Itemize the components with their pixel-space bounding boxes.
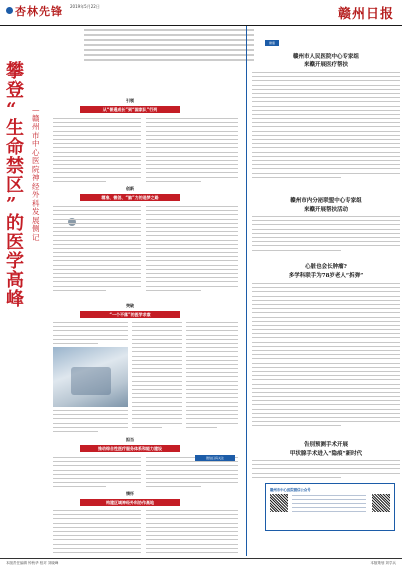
article-text <box>146 206 238 294</box>
article-text <box>53 118 141 184</box>
article-headline: 告别预测手术开展 <box>303 442 348 448</box>
article-subheadline: 甲状腺手术进入“隐痕”新时代 <box>289 451 363 457</box>
section-heading: 构建区域神经外科协作高地 <box>80 499 180 506</box>
article-subheadline: 多学科联手为78岁老人“拆弹” <box>288 273 364 279</box>
column-logo-icon <box>6 7 13 14</box>
column-name: 杏林先锋 <box>15 5 63 18</box>
article-text <box>252 283 400 433</box>
section-kicker: 情怀 <box>126 491 134 496</box>
masthead <box>0 0 402 26</box>
page-footer <box>0 558 402 569</box>
article-headline: 赣州市人民医院中心专家组 <box>292 54 359 60</box>
section-tag: 健康 <box>265 40 279 46</box>
section-heading: 推动综合性医疗服务体系和能力建设 <box>80 445 180 452</box>
article-headline: 心脏也会长肿瘤? <box>305 264 347 270</box>
section-kicker: 担当 <box>126 437 134 442</box>
wechat-ad <box>265 483 395 531</box>
ad-text <box>292 495 366 515</box>
article-text <box>252 72 400 184</box>
feature-title: 攀 登 “ 生 命 禁 区 ” 的 医 学 高 峰 <box>6 61 24 310</box>
article-text <box>53 410 128 434</box>
article-text <box>53 322 128 346</box>
article-text <box>146 510 238 556</box>
section-heading: 从“普通成长”到“国家队”行列 <box>80 106 180 113</box>
article-headline: 赣州市内分泌联盟中心专家组 <box>290 198 362 204</box>
issue-date: 2019年5月22日 <box>70 4 100 9</box>
paper-name: 赣州日报 <box>337 7 394 22</box>
article-subheadline: 来赣开展帮扶活动 <box>303 207 348 213</box>
section-kicker: 引领 <box>126 98 134 103</box>
footer-planner: 本版策划 刘学兵 <box>370 561 396 565</box>
feature-subtitle: — 赣 州 市 中 心 医 院 神 经 外 科 发 展 侧 记 <box>32 105 40 242</box>
column-divider <box>246 26 247 556</box>
section-heading: “一个不落”的医学求索 <box>80 311 180 318</box>
article-text <box>53 457 141 489</box>
section-kicker: 创新 <box>126 186 134 191</box>
article-text <box>186 322 238 434</box>
article-text <box>146 457 238 489</box>
section-kicker: 突破 <box>126 303 134 308</box>
qr-code-icon <box>372 494 390 512</box>
article-text <box>53 510 141 556</box>
article-text <box>132 322 182 434</box>
article-text <box>252 460 400 480</box>
surgery-photo <box>53 347 128 407</box>
ad-title: 赣州市中心医院微信公众号 <box>270 488 311 492</box>
qr-code-icon <box>270 494 288 512</box>
article-text <box>53 206 141 294</box>
article-text <box>252 216 400 256</box>
footer-editor: 本版责任编辑 钟秋华 校对 刘晓峰 <box>6 561 59 565</box>
article-text <box>146 118 238 184</box>
qr-badge: 微信扫码关注 <box>195 455 235 461</box>
feature-intro <box>84 29 254 64</box>
section-heading: 精准、微创、“脑”力的追梦之路 <box>80 194 180 201</box>
article-subheadline: 来赣开展医疗帮扶 <box>303 62 348 68</box>
